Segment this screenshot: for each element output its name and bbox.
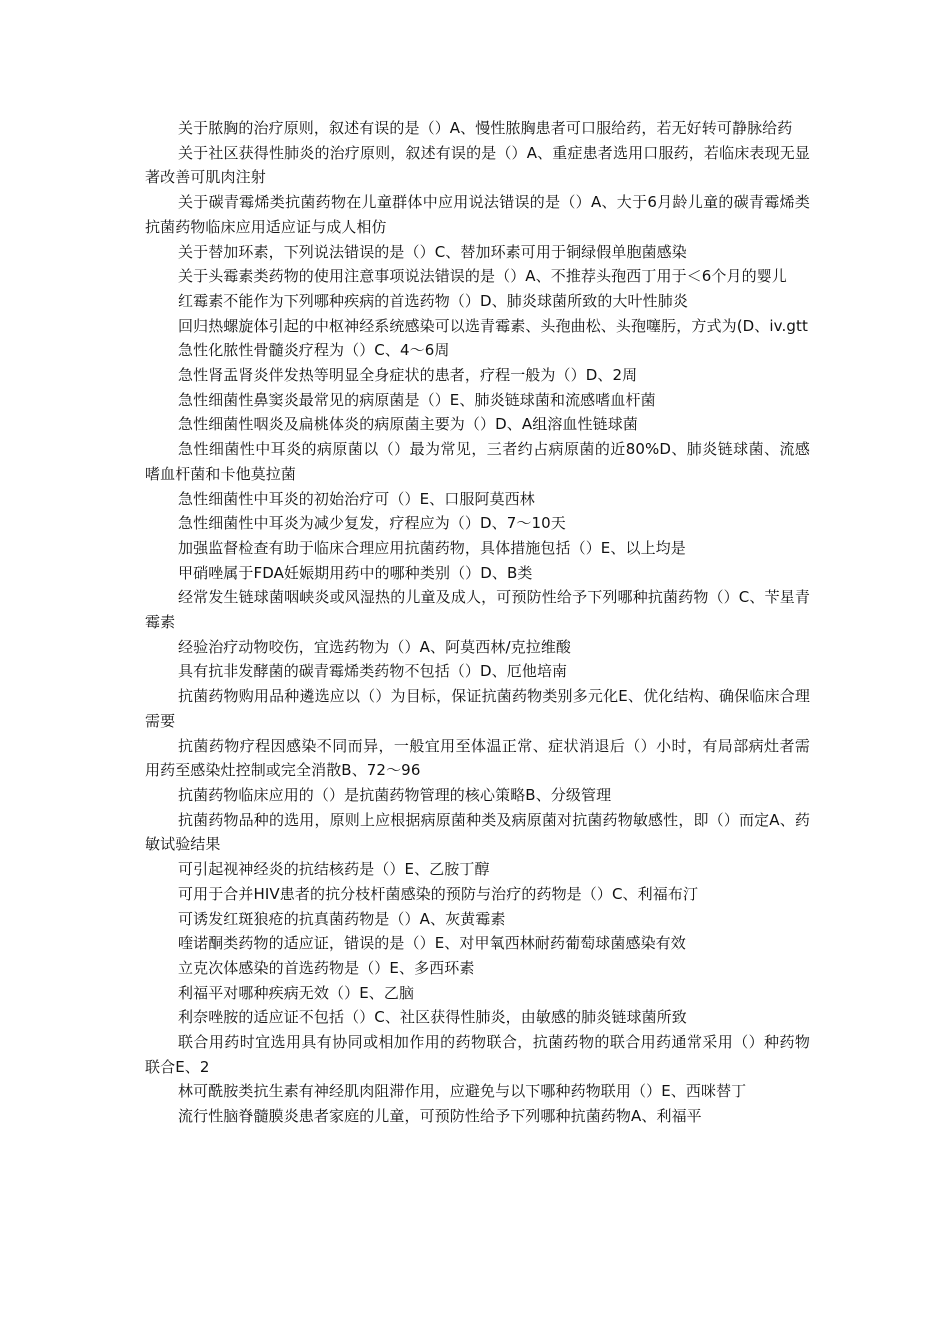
paragraph: 经常发生链球菌咽峡炎或风湿热的儿童及成人，可预防性给予下列哪种抗菌药物（）C、苄星青霉素 xyxy=(145,588,810,632)
paragraph: 急性肾盂肾炎伴发热等明显全身症状的患者，疗程一般为（）D、2周 xyxy=(178,366,638,385)
paragraph: 关于脓胸的治疗原则，叙述有误的是（）A、慢性脓胸患者可口服给药，若无好转可静脉给药 xyxy=(178,119,793,137)
paragraph: 甲硝唑属于FDA妊娠期用药中的哪种类别（）D、B类 xyxy=(178,563,533,582)
paragraph: 抗菌药物临床应用的（）是抗菌药物管理的核心策略B、分级管理 xyxy=(178,785,612,804)
paragraph: 联合用药时宜选用具有协同或相加作用的药物联合，抗菌药物的联合用药通常采用（）种药物联合E、2 xyxy=(145,1033,810,1076)
paragraph: 抗菌药物购用品种遴选应以（）为目标，保证抗菌药物类别多元化E、优化结构、确保临床合理需要 xyxy=(145,687,810,730)
paragraph: 红霉素不能作为下列哪种疾病的首选药物（）D、肺炎球菌所致的大叶性肺炎 xyxy=(178,291,688,310)
paragraph: 利奈唑胺的适应证不包括（）C、社区获得性肺炎，由敏感的肺炎链球菌所致 xyxy=(178,1008,687,1027)
paragraph: 经验治疗动物咬伤，宜选药物为（）A、阿莫西林/克拉维酸 xyxy=(178,637,572,656)
paragraph: 回归热螺旋体引起的中枢神经系统感染可以选青霉素、头孢曲松、头孢噻肟，方式为(D、iv.gtt xyxy=(178,316,808,335)
paragraph: 抗菌药物疗程因感染不同而异，一般宜用至体温正常、症状消退后（）小时，有局部病灶者需用药至感染灶控制或完全消散B、72～96 xyxy=(145,736,810,780)
paragraph: 急性细菌性中耳炎的初始治疗可（）E、口服阿莫西林 xyxy=(178,489,535,508)
paragraph: 急性细菌性鼻窦炎最常见的病原菌是（）E、肺炎链球菌和流感嗜血杆菌 xyxy=(178,390,656,409)
paragraph: 抗菌药物品种的选用，原则上应根据病原菌种类及病原菌对抗菌药物敏感性，即（）而定A、药敏试验结果 xyxy=(145,810,810,854)
paragraph: 急性化脓性骨髓炎疗程为（）C、4～6周 xyxy=(178,341,450,360)
paragraph: 可用于合并HIV患者的抗分枝杆菌感染的预防与治疗的药物是（）C、利福布汀 xyxy=(178,884,699,903)
document-body xyxy=(145,116,810,1129)
paragraph: 加强监督检查有助于临床合理应用抗菌药物，具体措施包括（）E、以上均是 xyxy=(178,538,686,557)
paragraph: 立克次体感染的首选药物是（）E、多西环素 xyxy=(178,958,475,977)
paragraph: 关于社区获得性肺炎的治疗原则，叙述有误的是（）A、重症患者选用口服药，若临床表现无显著改善可肌肉注射 xyxy=(145,143,810,187)
paragraph: 林可酰胺类抗生素有神经肌肉阻滞作用，应避免与以下哪种药物联用（）E、西咪替丁 xyxy=(178,1082,747,1101)
paragraph: 利福平对哪种疾病无效（）E、乙脑 xyxy=(178,983,415,1002)
paragraph: 可引起视神经炎的抗结核药是（）E、乙胺丁醇 xyxy=(178,860,490,879)
paragraph: 急性细菌性中耳炎为减少复发，疗程应为（）D、7～10天 xyxy=(178,514,566,533)
paragraph: 关于头霉素类药物的使用注意事项说法错误的是（）A、不推荐头孢西丁用于＜6个月的婴儿 xyxy=(178,267,787,286)
paragraph: 关于替加环素，下列说法错误的是（）C、替加环素可用于铜绿假单胞菌感染 xyxy=(178,242,687,261)
paragraph: 急性细菌性咽炎及扁桃体炎的病原菌主要为（）D、A组溶血性链球菌 xyxy=(178,415,638,434)
paragraph: 具有抗非发酵菌的碳青霉烯类药物不包括（）D、厄他培南 xyxy=(178,662,568,681)
paragraph: 流行性脑脊髓膜炎患者家庭的儿童，可预防性给予下列哪种抗菌药物A、利福平 xyxy=(178,1107,702,1126)
paragraph: 喹诺酮类药物的适应证，错误的是（）E、对甲氧西林耐药葡萄球菌感染有效 xyxy=(178,934,686,953)
paragraph: 可诱发红斑狼疮的抗真菌药物是（）A、灰黄霉素 xyxy=(178,909,506,928)
paragraph: 关于碳青霉烯类抗菌药物在儿童群体中应用说法错误的是（）A、大于6月龄儿童的碳青霉烯类抗菌药物临床应用适应证与成人相仿 xyxy=(145,193,810,236)
paragraph: 急性细菌性中耳炎的病原菌以（）最为常见，三者约占病原菌的近80%D、肺炎链球菌、流感嗜血杆菌和卡他莫拉菌 xyxy=(145,440,810,483)
